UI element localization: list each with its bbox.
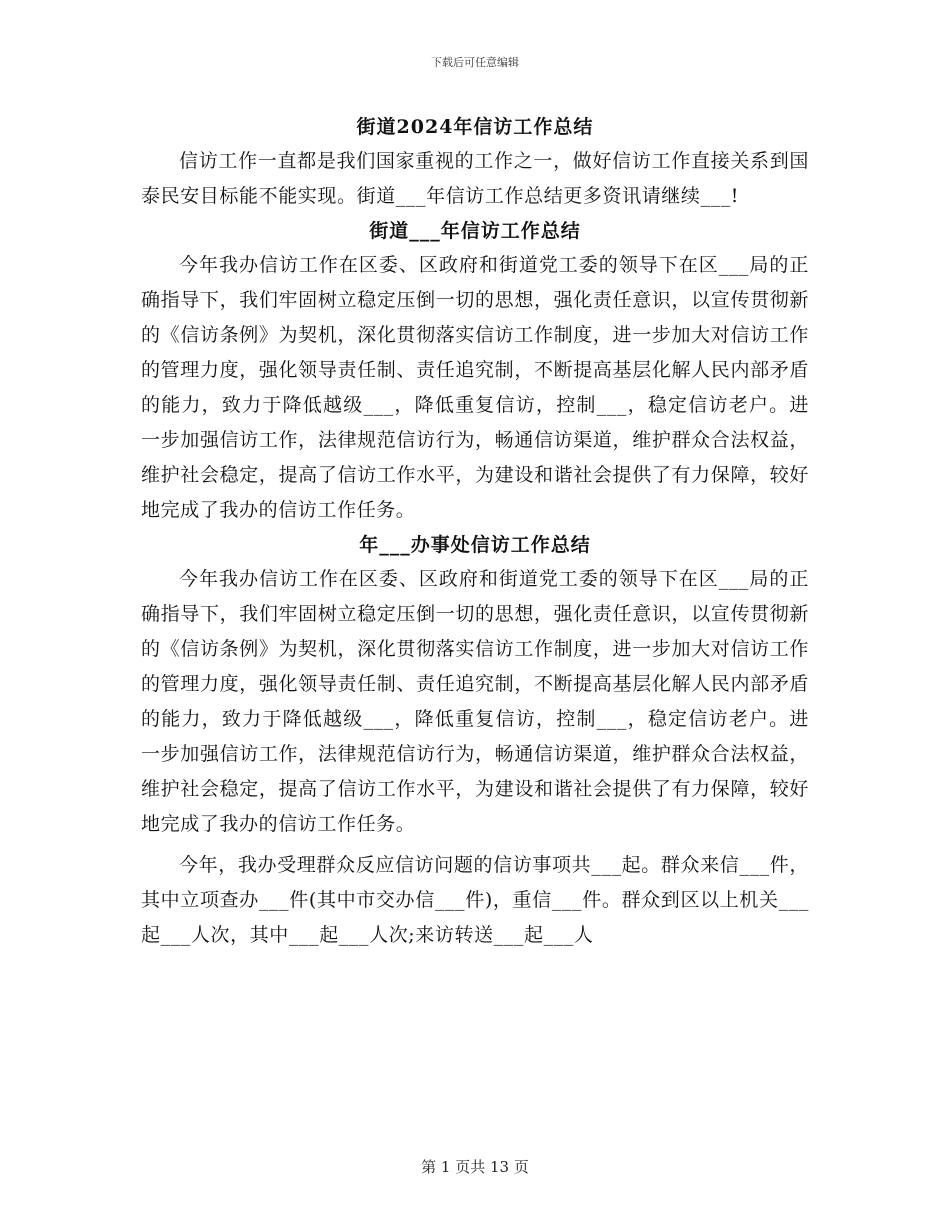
- section2-paragraph: 今年我办信访工作在区委、区政府和街道党工委的领导下在区___局的正确指导下，我们牢固树立稳定压倒一切的思想，强化责任意识，以宣传贯彻新的《信访条例》为契机，深化贯彻落实信访工作制度，进一步加大对信访工作的管理力度，强化领导责任制、责任追究制，不断提高基层化解人民内部矛盾的能力，致力于降低越级___，降低重复信访，控制___，稳定信访老户。进一步加强信访工作，法律规范信访行为，畅通信访渠道，维护群众合法权益，维护社会稳定，提高了信访工作水平，为建设和谐社会提供了有力保障，较好地完成了我办的信访工作任务。: [141, 568, 809, 835]
- document-title: 街道2024年信访工作总结: [356, 116, 594, 138]
- section2-title: 年___办事处信访工作总结: [359, 534, 591, 556]
- document-body: [141, 112, 809, 953]
- section1-title: 街道___年信访工作总结: [369, 220, 581, 242]
- section2-stats-paragraph: 今年，我办受理群众反应信访问题的信访事项共___起。群众来信___件，其中立项查办___件(其中市交办信___件)，重信___件。群众到区以上机关___起___人次，其中___起___人次;来访转送___起___人: [141, 854, 809, 946]
- intro-paragraph: 信访工作一直都是我们国家重视的工作之一，做好信访工作直接关系到国泰民安目标能不能实现。街道___年信访工作总结更多资讯请继续___!: [141, 150, 809, 207]
- header-note: 下载后可任意编辑: [431, 56, 519, 69]
- section1-paragraph: 今年我办信访工作在区委、区政府和街道党工委的领导下在区___局的正确指导下，我们牢固树立稳定压倒一切的思想，强化责任意识，以宣传贯彻新的《信访条例》为契机，深化贯彻落实信访工作制度，进一步加大对信访工作的管理力度，强化领导责任制、责任追究制，不断提高基层化解人民内部矛盾的能力，致力于降低越级___，降低重复信访，控制___，稳定信访老户。进一步加强信访工作，法律规范信访行为，畅通信访渠道，维护群众合法权益，维护社会稳定，提高了信访工作水平，为建设和谐社会提供了有力保障，较好地完成了我办的信访工作任务。: [141, 254, 809, 521]
- page-number: 第 1 页共 13 页: [421, 1158, 529, 1176]
